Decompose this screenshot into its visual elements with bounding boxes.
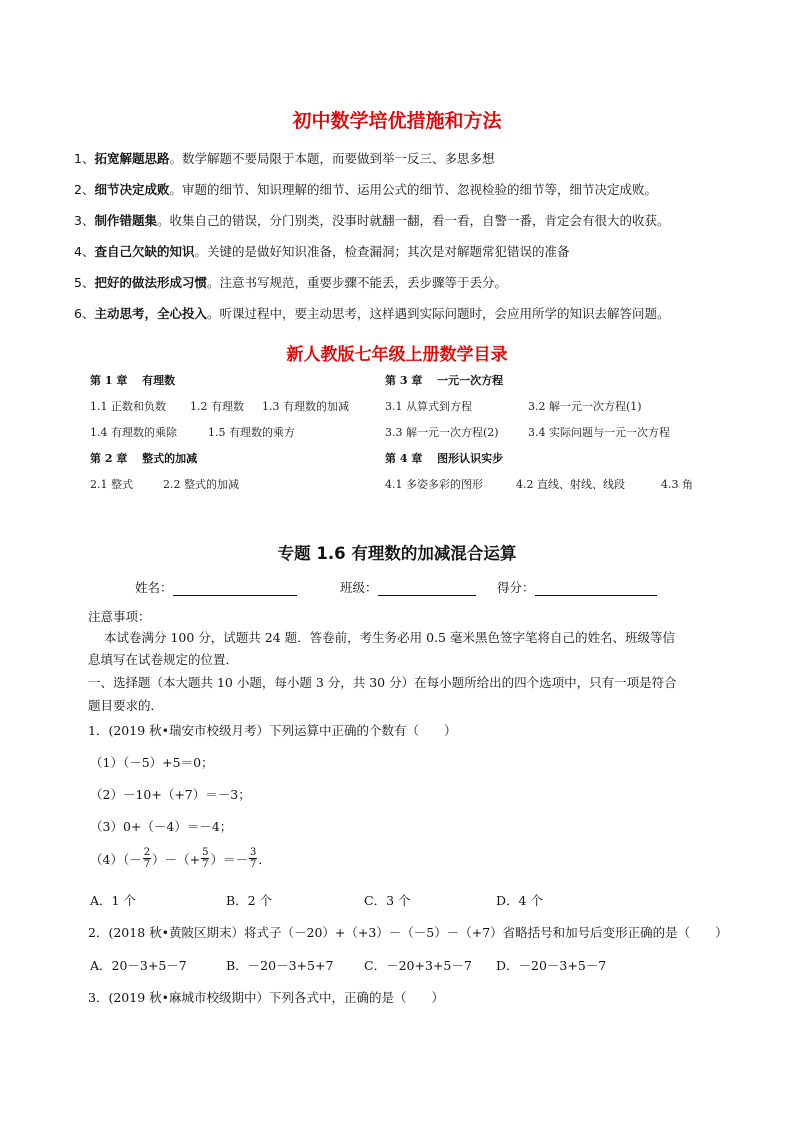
option-a[interactable]: A．1 个 — [90, 893, 136, 908]
option-c[interactable]: C．－20+3+5－7 — [364, 958, 472, 973]
toc-item: 2.1 整式 — [90, 478, 133, 491]
tip-number: 5、 — [74, 275, 95, 290]
section-heading: 题目要求的． — [88, 698, 164, 713]
question-2-stem: 2．(2018 秋•黄陂区期末）将式子（－20）+（+3）－（－5）－（+7）省略括号和加号后变形正确的是（ ） — [88, 925, 728, 940]
question-1-item: （2）－10+（+7）＝－3； — [90, 787, 251, 802]
notes-text: 息填写在试卷规定的位置． — [88, 652, 239, 667]
option-a[interactable]: A．20－3+5－7 — [90, 958, 187, 973]
fraction — [249, 847, 257, 870]
option-c[interactable]: C．3 个 — [364, 893, 411, 908]
tip-keyword: 细节决定成败 — [94, 182, 170, 197]
question-1-item: （3）0+（－4）＝－4； — [90, 819, 233, 834]
tip-item — [74, 149, 494, 167]
tip-item — [74, 242, 569, 260]
toc-item: 3.4 实际问题与一元一次方程 — [528, 426, 670, 439]
expr-text: ）＝－ — [210, 851, 248, 867]
tip-item — [74, 180, 657, 198]
score-blank[interactable] — [535, 581, 657, 596]
fraction-denominator: 7 — [249, 859, 257, 870]
fraction-denominator: 7 — [202, 859, 209, 870]
toc-item: 2.2 整式的加减 — [163, 478, 239, 491]
tips-title: 初中数学培优措施和方法 — [292, 110, 502, 132]
tip-keyword: 把好的做法形成习惯 — [94, 275, 207, 290]
tip-number: 2、 — [74, 182, 95, 197]
option-d[interactable]: D．4 个 — [496, 893, 543, 908]
class-field[interactable] — [340, 578, 476, 596]
fraction-numerator: 3 — [249, 847, 257, 858]
toc-item: 3.2 解一元一次方程(1) — [528, 400, 642, 413]
tip-keyword: 主动思考，全心投入 — [94, 306, 207, 321]
toc-title: 新人教版七年级上册数学目录 — [286, 345, 508, 365]
tip-keyword: 查自己欠缺的知识 — [94, 244, 195, 259]
toc-item: 4.1 多姿多彩的图形 — [385, 478, 483, 491]
toc-chapter-3: 第 3 章 一元一次方程 — [385, 374, 504, 387]
tip-text: 。数学解题不要局限于本题，而要做到举一反三、多思多想 — [169, 151, 495, 166]
tip-item — [74, 304, 669, 322]
tip-number: 3、 — [74, 213, 95, 228]
score-field[interactable] — [497, 578, 657, 596]
tip-text: 。收集自己的错误，分门别类，没事时就翻一翻，看一看，自警一番，肯定会有很大的收获。 — [156, 213, 670, 228]
expr-text: ）－（+ — [152, 851, 201, 867]
option-d[interactable]: D．－20－3+5－7 — [496, 958, 607, 973]
name-label: 姓名： — [135, 580, 173, 595]
tip-keyword: 拓宽解题思路 — [94, 151, 170, 166]
class-label: 班级： — [340, 580, 378, 595]
tip-text: 。审题的细节、知识理解的细节、运用公式的细节、忽视检验的细节等，细节决定成败。 — [169, 182, 657, 197]
tip-keyword: 制作错题集 — [94, 213, 157, 228]
option-b[interactable]: B．－20－3+5+7 — [226, 958, 334, 973]
toc-item: 1.1 正数和负数 — [90, 400, 166, 413]
tip-number: 1、 — [74, 151, 95, 166]
tip-number: 6、 — [74, 306, 95, 321]
question-1-stem: 1．(2019 秋•瑞安市校级月考）下列运算中正确的个数有（ ） — [88, 723, 457, 738]
toc-chapter-1: 第 1 章 有理数 — [90, 374, 176, 387]
fraction-numerator: 2 — [143, 847, 151, 858]
toc-item: 1.5 有理数的乘方 — [208, 426, 295, 439]
expr-text: ． — [258, 851, 271, 867]
question-1-item-4 — [90, 847, 271, 870]
option-b[interactable]: B．2 个 — [226, 893, 273, 908]
expr-text: （4）（－ — [90, 851, 142, 867]
tip-item — [74, 273, 507, 291]
fraction — [201, 847, 209, 870]
tip-text: 。注意书写规范，重要步骤不能丢，丢步骤等于丢分。 — [206, 275, 507, 290]
toc-item: 1.4 有理数的乘除 — [90, 426, 177, 439]
score-label: 得分： — [497, 580, 535, 595]
toc-item: 4.3 角 — [661, 478, 693, 491]
notes-heading: 注意事项： — [88, 609, 151, 624]
question-1-item: （1）（－5）+5＝0； — [90, 755, 214, 770]
toc-chapter-4: 第 4 章 图形认识实步 — [385, 452, 504, 465]
name-field[interactable] — [135, 578, 297, 596]
toc-item: 3.1 从算式到方程 — [385, 400, 472, 413]
toc-item: 1.3 有理数的加减 — [262, 400, 349, 413]
tip-number: 4、 — [74, 244, 95, 259]
tip-text: 。听课过程中，要主动思考，这样遇到实际问题时，会应用所学的知识去解答问题。 — [206, 306, 670, 321]
fraction-numerator: 5 — [202, 847, 209, 858]
tip-item — [74, 211, 669, 229]
toc-item: 3.3 解一元一次方程(2) — [385, 426, 499, 439]
exam-title: 专题 1.6 有理数的加减混合运算 — [277, 544, 517, 563]
notes-text: 本试卷满分 100 分，试题共 24 题．答卷前，考生务必用 0.5 毫米黑色签字笔将自己的姓名、班级等信 — [104, 630, 675, 645]
toc-item: 4.2 直线、射线、线段 — [516, 478, 625, 491]
toc-item: 1.2 有理数 — [190, 400, 244, 413]
section-heading: 一、选择题（本大题共 10 小题，每小题 3 分，共 30 分）在每小题所给出的四个选项中，只有一项是符合 — [88, 675, 677, 690]
toc-chapter-2: 第 2 章 整式的加减 — [90, 452, 198, 465]
class-blank[interactable] — [378, 581, 476, 596]
tip-text: 。关键的是做好知识准备，检查漏洞；其次是对解题常犯错误的准备 — [194, 244, 570, 259]
question-3-stem: 3．(2019 秋•麻城市校级期中）下列各式中，正确的是（ ） — [88, 990, 444, 1005]
fraction — [143, 847, 151, 870]
fraction-denominator: 7 — [143, 859, 151, 870]
name-blank[interactable] — [173, 581, 297, 596]
